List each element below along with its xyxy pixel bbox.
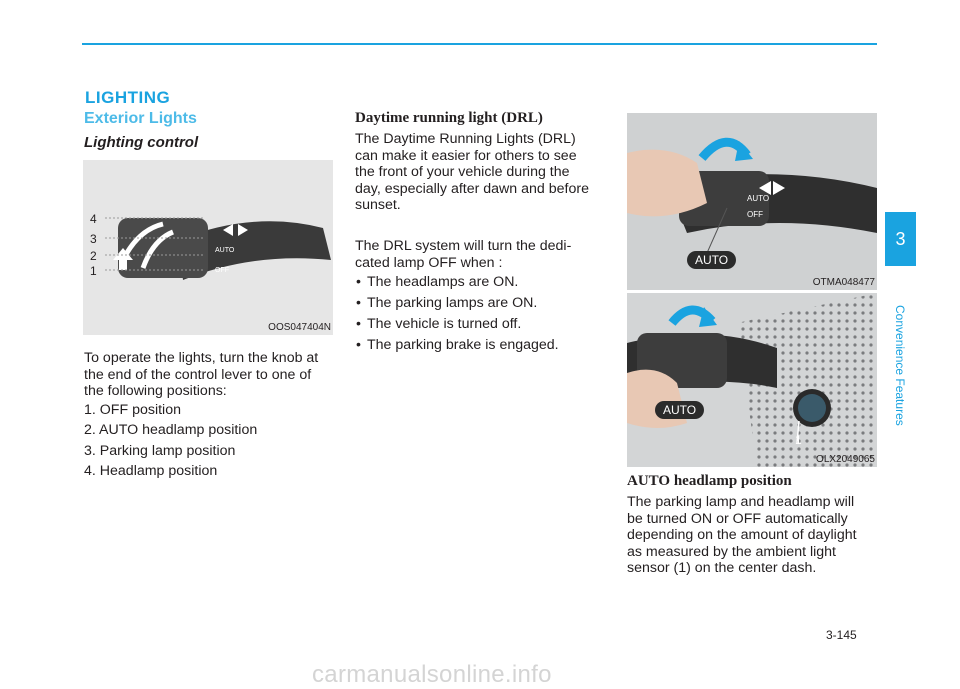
drl-bullet: • The parking brake is engaged.: [356, 337, 559, 354]
drl-line: sunset.: [355, 197, 401, 214]
lighting-control-heading: Lighting control: [84, 134, 199, 151]
lighting-control-figure: [83, 160, 333, 335]
drl-paragraph-2: [355, 238, 605, 271]
drl-line: The Daytime Running Lights (DRL): [355, 131, 576, 147]
svg-text:AUTO: AUTO: [215, 247, 235, 254]
auto-heading: AUTO headlamp position: [627, 473, 792, 489]
svg-text:OFF: OFF: [747, 210, 763, 219]
drl-line: can make it easier for others to see: [355, 147, 577, 164]
watermark: carmanualsonline.info: [312, 661, 552, 688]
position-label-1: 1: [90, 264, 97, 278]
ambient-sensor-photo: [627, 293, 877, 467]
drl-paragraph-1: [355, 131, 605, 214]
svg-text:OFF: OFF: [215, 267, 229, 274]
drl-line: day, especially after dawn and before: [355, 180, 589, 197]
auto-line: be turned ON or OFF automatically: [627, 510, 848, 527]
sensor-photo-illustration: [627, 293, 877, 467]
position-item: 2. AUTO headlamp position: [84, 422, 258, 438]
intro-line: the following positions:: [84, 383, 227, 400]
auto-badge: AUTO: [655, 401, 704, 419]
auto-paragraph: [627, 494, 877, 577]
page-number: 3-145: [826, 628, 857, 642]
drl-bullet: • The parking lamps are ON.: [356, 295, 537, 312]
figure-caption: OTMA048477: [812, 277, 875, 288]
auto-line: as measured by the ambient light: [627, 543, 836, 560]
figure-caption: OLX2049065: [816, 454, 875, 465]
lever-illustration: [83, 160, 333, 335]
header-rule: [82, 43, 877, 45]
drl-line: cated lamp OFF when :: [355, 254, 503, 271]
auto-line: sensor (1) on the center dash.: [627, 560, 817, 577]
position-item: 4. Headlamp position: [84, 463, 218, 479]
position-item: 1. OFF position: [84, 402, 181, 418]
auto-line: The parking lamp and headlamp will: [627, 494, 855, 510]
position-label-3: 3: [90, 232, 97, 246]
position-label-4: 4: [90, 212, 97, 226]
lever-photo-illustration: [627, 113, 877, 290]
drl-line: The DRL system will turn the dedi-: [355, 238, 572, 254]
drl-heading: Daytime running light (DRL): [355, 110, 543, 126]
intro-line: the end of the control lever to one of: [84, 366, 312, 383]
figure-caption: OOS047404N: [268, 322, 331, 333]
sensor-label: 1: [795, 433, 802, 447]
section-title: LIGHTING: [85, 88, 171, 107]
chapter-tab: 3: [885, 212, 916, 266]
drl-bullet: • The vehicle is turned off.: [356, 316, 521, 333]
exterior-lights-heading: Exterior Lights: [84, 110, 197, 127]
drl-bullet: • The headlamps are ON.: [356, 274, 518, 291]
position-label-2: 2: [90, 249, 97, 263]
drl-line: the front of your vehicle during the: [355, 164, 570, 181]
chapter-title: Convenience Features: [893, 305, 907, 426]
auto-lever-photo: [627, 113, 877, 290]
auto-badge: AUTO: [687, 251, 736, 269]
position-item: 3. Parking lamp position: [84, 443, 236, 459]
intro-paragraph: [84, 350, 334, 400]
auto-line: depending on the amount of daylight: [627, 527, 857, 544]
intro-line: To operate the lights, turn the knob at: [84, 350, 319, 366]
svg-text:AUTO: AUTO: [747, 194, 770, 203]
